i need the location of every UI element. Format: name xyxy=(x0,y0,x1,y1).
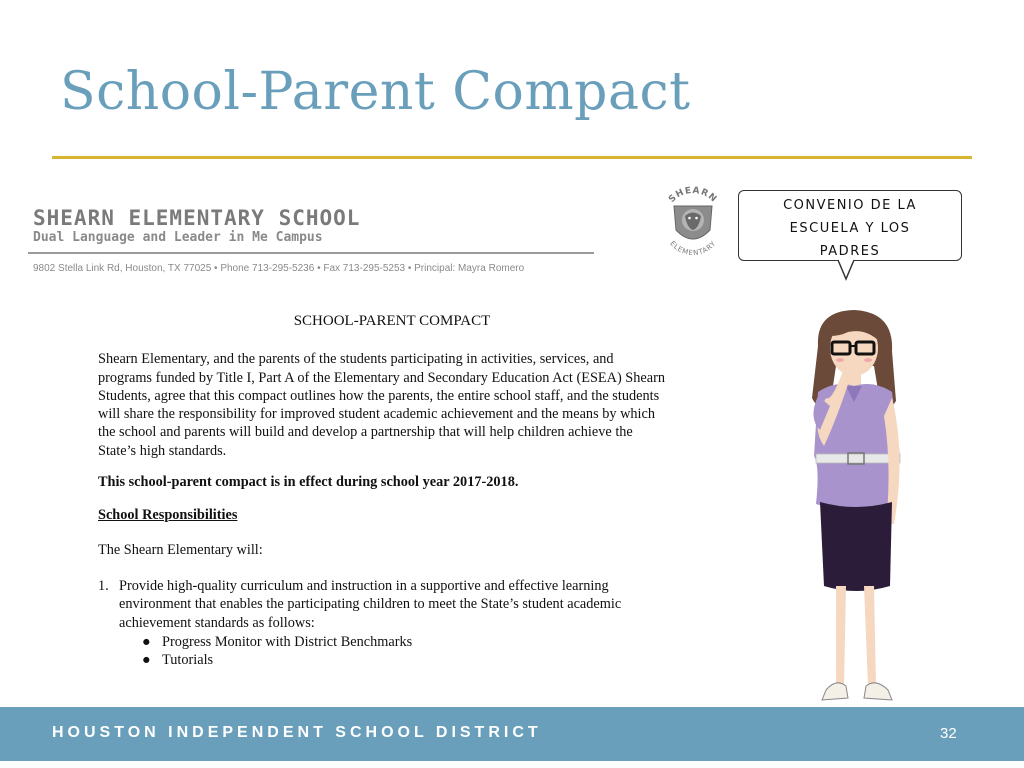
speech-line-1: CONVENIO DE LA xyxy=(783,198,917,213)
bullet-list xyxy=(142,633,668,670)
speech-line-3: PADRES xyxy=(819,244,881,259)
school-lion-logo xyxy=(654,182,732,260)
list-item: ● Tutorials xyxy=(142,652,214,669)
speech-line-2: ESCUELA Y LOS xyxy=(789,221,911,236)
slide-page-number: 32 xyxy=(940,725,957,742)
compact-document xyxy=(98,312,668,669)
footer-district-name: HOUSTON INDEPENDENT SCHOOL DISTRICT xyxy=(52,724,542,741)
letterhead-divider xyxy=(28,252,594,254)
item-text: Provide high-quality curriculum and instruction in a supportive and effective learning environment that enables the participating children to meet the State’s student academic achievement standards as follows: xyxy=(119,577,622,631)
responsibilities-heading: School Responsibilities xyxy=(98,507,238,524)
effective-year-statement: This school-parent compact is in effect during school year 2017-2018. xyxy=(98,474,519,491)
numbered-item-1 xyxy=(98,577,668,632)
intro-paragraph: Shearn Elementary, and the parents of the students participating in activities, services, and programs funded by Title I, Part A of the Elementary and Secondary Education Act (ESEA) Shearn Students, agree that this compact outlines how the parents, the entire school staff, and the students will share the responsibility for improved student academic achievement and the means by which the school and parents will build and develop a partnership that will help children achieve the State’s high standards. xyxy=(98,351,665,459)
school-name: SHEARN ELEMENTARY SCHOOL xyxy=(33,206,361,230)
school-tagline: Dual Language and Leader in Me Campus xyxy=(33,230,323,245)
school-address: 9802 Stella Link Rd, Houston, TX 77025 • Phone 713-295-5236 • Fax 713-295-5253 • Principal: Mayra Romero xyxy=(33,263,525,274)
svg-text:SHEARN xyxy=(667,186,719,205)
logo-text-bottom: ELEMENTARY xyxy=(668,239,718,258)
logo-text-top: SHEARN xyxy=(667,185,719,205)
slide-title: School-Parent Compact xyxy=(60,62,691,122)
teacher-character-illustration xyxy=(796,306,916,710)
title-divider xyxy=(52,156,972,159)
bullet-icon: ● xyxy=(142,633,151,650)
bullet-icon: ● xyxy=(142,652,151,669)
item-number: 1. xyxy=(98,577,109,594)
will-statement: The Shearn Elementary will: xyxy=(98,541,263,558)
svg-text:ELEMENTARY xyxy=(668,239,718,257)
document-title: SCHOOL-PARENT COMPACT xyxy=(293,313,491,329)
list-item: ● Progress Monitor with District Benchmarks xyxy=(142,633,413,650)
speech-bubble-text xyxy=(740,194,960,263)
